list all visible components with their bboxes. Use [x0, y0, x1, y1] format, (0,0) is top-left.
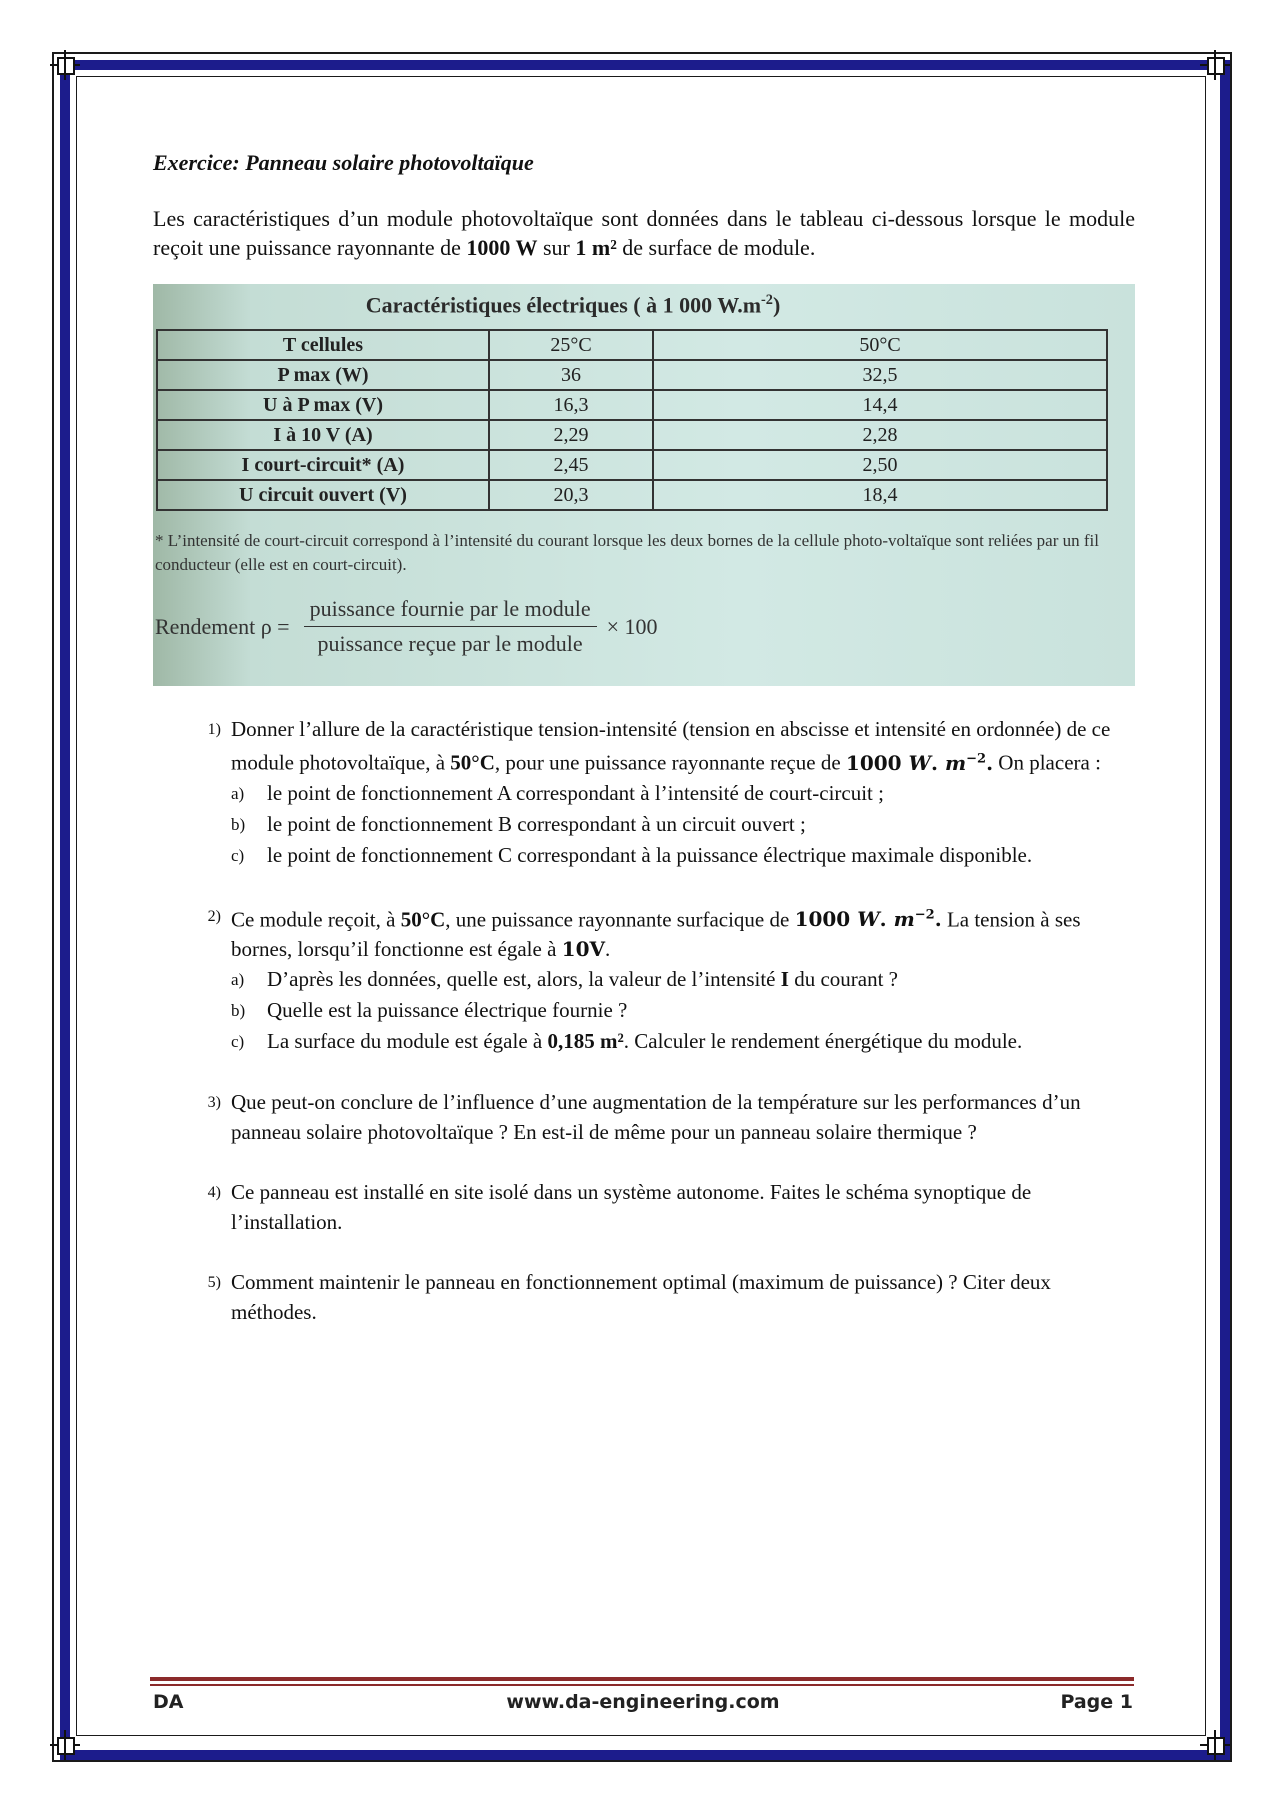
math-exponent: −2 — [966, 751, 987, 766]
math-part: . — [934, 907, 942, 932]
question-3 — [153, 1087, 1135, 1147]
sub-text: le point de fonctionnement B correspondant à un circuit ouvert ; — [267, 811, 806, 836]
corner-ornament-bottom-right — [1200, 1730, 1230, 1760]
question-5 — [153, 1267, 1135, 1327]
q2-text: Ce module reçoit, à — [231, 907, 401, 932]
figure-footnote: * L’intensité de court-circuit correspond à l’intensité du courant lorsque les deux bornes de la cellule photo-voltaïque sont reliées par un fil conducteur (elle est en court-circuit). — [155, 531, 1099, 574]
q1-text: Donner l’allure de la caractéristique tension-intensité (tension en abscisse et intensité en ordonnée) de ce module photovoltaïque, à — [231, 717, 1111, 775]
table-cell-v50: 32,5 — [653, 360, 1107, 390]
sub-item-b — [231, 995, 1135, 1026]
q2-irradiance — [795, 907, 942, 931]
sub-item-a — [231, 964, 1135, 995]
intro-power: 1000 W — [466, 235, 538, 260]
sub-text: Quelle est la puissance électrique fournie ? — [267, 998, 628, 1023]
intro-paragraph — [153, 204, 1135, 262]
question-1 — [153, 714, 1135, 871]
sub-label: c) — [231, 845, 245, 865]
math-part: W — [857, 907, 880, 932]
sub-bold: 0,185 m² — [547, 1029, 624, 1054]
table-cell-label: P max (W) — [157, 360, 489, 390]
math-part: 1000 — [845, 750, 909, 775]
question-text: Ce panneau est installé en site isolé dans un système autonome. Faites le schéma synoptique de l’installation. — [231, 1180, 1032, 1235]
q1-temperature: 50°C — [450, 750, 495, 775]
sub-item — [231, 809, 1135, 840]
table-cell-v25: 36 — [489, 360, 653, 390]
math-exponent: −2 — [914, 907, 935, 923]
table-cell-v50: 18,4 — [653, 480, 1107, 510]
sub-item-c — [231, 1026, 1135, 1057]
q2-text: La tension à ses bornes, lorsqu’il fonctionne est égale à — [231, 907, 1081, 962]
sub-text-part: . Calculer le rendement énergétique du module. — [623, 1029, 1023, 1054]
corner-ornament-top-right — [1200, 50, 1230, 80]
table-row — [157, 480, 1107, 510]
table-cell-v25: 20,3 — [489, 480, 653, 510]
table-cell-v25: 2,29 — [489, 420, 653, 450]
formula-fraction — [304, 596, 597, 657]
question-text — [231, 901, 1135, 965]
table-cell-v25: 16,3 — [489, 390, 653, 420]
question-body — [231, 714, 1135, 871]
figure-title-exponent: -2 — [761, 292, 773, 308]
intro-text: sur — [537, 235, 576, 260]
formula-numerator: puissance fournie par le module — [304, 596, 597, 627]
characteristics-figure — [153, 284, 1135, 686]
question-number: 3) — [207, 1094, 221, 1112]
question-body — [231, 901, 1135, 1058]
question-number: 2) — [207, 907, 221, 925]
q1-sub-items — [231, 778, 1135, 871]
table-cell-label: I à 10 V (A) — [157, 420, 489, 450]
q2-temperature: 50°C — [400, 907, 446, 932]
intro-text: de surface de module. — [616, 235, 816, 260]
sub-text — [267, 1026, 1135, 1057]
sub-text-part: D’après les données, quelle est, alors, la valeur de l’intensité — [267, 967, 781, 992]
table-row — [157, 390, 1107, 420]
math-part: W — [908, 750, 932, 775]
question-text — [231, 714, 1135, 778]
intro-area: 1 m² — [575, 235, 617, 260]
question-text: Comment maintenir le panneau en fonctionnement optimal (maximum de puissance) ? Citer deux méthodes. — [231, 1270, 1051, 1325]
q1-text: On placera : — [993, 750, 1101, 775]
intro-text: Les caractéristiques d’un module photovoltaïque sont données dans le tableau ci-dessous lorsque le module reçoit une puissance rayonnante de — [153, 206, 1135, 260]
table-row — [157, 450, 1107, 480]
table-row — [157, 330, 1107, 360]
sub-text-part: La surface du module est égale à — [267, 1029, 548, 1054]
questions-list — [153, 714, 1135, 1327]
sub-label: c) — [231, 1032, 245, 1052]
q2-text: . — [605, 937, 611, 962]
footer-rule-thin — [150, 1684, 1134, 1686]
math-part: m — [944, 750, 967, 775]
table-cell-label: U circuit ouvert (V) — [157, 480, 489, 510]
sub-text-part: du courant ? — [788, 967, 898, 992]
footer-author: DA — [153, 1691, 184, 1713]
table-cell-v25: 2,45 — [489, 450, 653, 480]
sub-label: b) — [231, 1001, 246, 1021]
table-cell-v50: 2,50 — [653, 450, 1107, 480]
sub-label: a) — [231, 783, 245, 803]
q1-irradiance — [846, 751, 993, 775]
sub-label: b) — [231, 814, 246, 834]
table-cell-v50: 14,4 — [653, 390, 1107, 420]
table-cell-label: T cellules — [157, 330, 489, 360]
formula-multiplier: × 100 — [606, 613, 658, 639]
question-number: 1) — [207, 721, 221, 738]
formula-label: Rendement ρ = — [155, 613, 290, 639]
question-number: 5) — [207, 1274, 221, 1292]
page-content — [153, 150, 1135, 1357]
formula-denominator: puissance reçue par le module — [317, 631, 583, 656]
footer-rule-thick — [150, 1677, 1134, 1681]
math-part: . — [931, 750, 945, 775]
sub-item — [231, 840, 1135, 871]
footer-website: www.da-engineering.com — [506, 1691, 780, 1713]
efficiency-formula — [155, 596, 658, 657]
table-cell-label: I court-circuit* (A) — [157, 450, 489, 480]
figure-title-text: Caractéristiques électriques ( à 1 000 W.m — [365, 292, 762, 318]
table-cell-label: U à P max (V) — [157, 390, 489, 420]
question-number: 4) — [207, 1184, 221, 1202]
math-part: . — [986, 750, 994, 775]
question-text: Que peut-on conclure de l’influence d’une augmentation de la température sur les performances d’un panneau solaire photovoltaïque ? En est-il de même pour un panneau solaire thermique ? — [231, 1090, 1081, 1145]
sub-label: a) — [231, 970, 245, 990]
table-cell-v50: 50°C — [653, 330, 1107, 360]
sub-bold: I — [780, 967, 789, 992]
sub-text: le point de fonctionnement C correspondant à la puissance électrique maximale disponible. — [267, 842, 1033, 867]
table-row — [157, 420, 1107, 450]
sub-item — [231, 778, 1135, 809]
math-part: 1000 — [794, 907, 858, 932]
figure-title-end: ) — [772, 292, 781, 318]
table-cell-v50: 2,28 — [653, 420, 1107, 450]
question-4 — [153, 1177, 1135, 1237]
characteristics-table — [156, 329, 1108, 511]
corner-ornament-top-left — [50, 50, 80, 80]
q1-text: , pour une puissance rayonnante reçue de — [494, 750, 846, 775]
corner-ornament-bottom-left — [50, 1730, 80, 1760]
figure-title — [153, 292, 993, 318]
sub-text: le point de fonctionnement A correspondant à l’intensité de court-circuit ; — [267, 780, 884, 805]
footer-page-number: Page 1 — [1060, 1691, 1133, 1713]
table-row — [157, 360, 1107, 390]
math-part: . — [879, 907, 894, 932]
exercise-title: Exercice: Panneau solaire photovoltaïque — [153, 150, 534, 175]
q2-text: , une puissance rayonnante surfacique de — [445, 907, 795, 932]
sub-text — [267, 964, 1135, 995]
math-part: m — [893, 907, 915, 932]
table-cell-v25: 25°C — [489, 330, 653, 360]
q2-voltage: 10V — [561, 937, 606, 962]
question-2 — [153, 901, 1135, 1058]
